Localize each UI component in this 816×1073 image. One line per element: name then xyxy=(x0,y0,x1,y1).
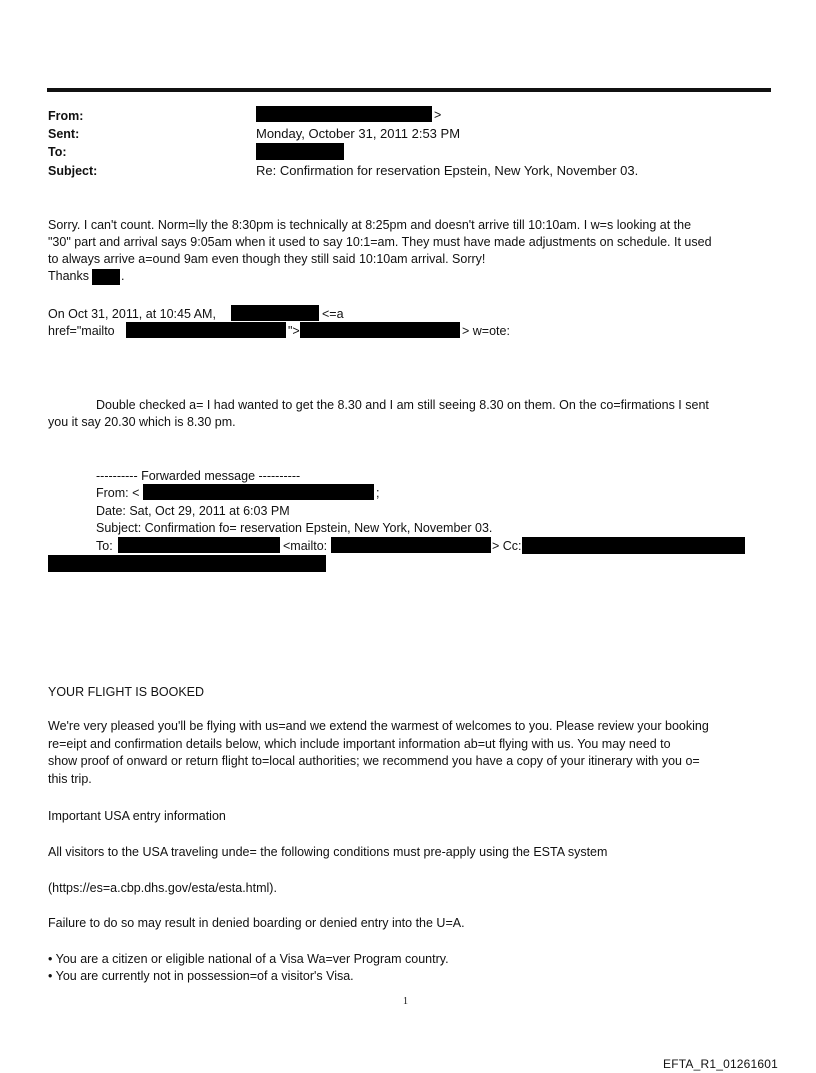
failure-warning: Failure to do so may result in denied boarding or denied entry into the U=A. xyxy=(48,916,465,930)
redaction-quote-email xyxy=(300,322,460,338)
forwarded-banner: ---------- Forwarded message ---------- xyxy=(96,469,301,483)
reply-line-1: Sorry. I can't count. Norm=lly the 8:30pm is technically at 8:25pm and doesn't arrive till 10:10am. I w=s looking at the xyxy=(48,218,692,232)
quote-wrote: > w=ote: xyxy=(462,324,510,338)
redaction-fwd-cc xyxy=(522,537,745,554)
quote-prefix: On Oct 31, 2011, at 10:45 AM, xyxy=(48,307,216,321)
forwarded-subject: Subject: Confirmation fo= reservation Epstein, New York, November 03. xyxy=(96,521,493,535)
booking-p1-line-4: this trip. xyxy=(48,772,92,786)
forwarded-to: To: xyxy=(96,539,113,553)
esta-requirement: All visitors to the USA traveling unde= the following conditions must pre-apply using the ESTA system xyxy=(48,845,608,859)
from-suffix: > xyxy=(434,108,442,122)
reply-thanks: Thanks xyxy=(48,269,89,283)
bullet-no-visa: • You are currently not in possession=of a visitor's Visa. xyxy=(48,969,354,983)
sent-label: Sent: xyxy=(48,127,80,141)
quote-href: href="mailto xyxy=(48,324,115,338)
forwarded-from: From: < xyxy=(96,486,140,500)
booking-p1-line-1: We're very pleased you'll be flying with us=and we extend the warmest of welcomes to you. Please review your booking xyxy=(48,719,709,733)
header-rule xyxy=(47,88,771,92)
redaction-thanks-name xyxy=(92,269,120,285)
subject-value: Re: Confirmation for reservation Epstein, New York, November 03. xyxy=(256,163,639,178)
redaction-fwd-cc-cont xyxy=(48,555,326,572)
reply-line-3: to always arrive a=ound 9am even though they still said 10:10am arrival. Sorry! xyxy=(48,252,486,266)
reply-line-2: "30" part and arrival says 9:05am when it used to say 10:1=am. They must have made adjustments on schedule. It used xyxy=(48,235,712,249)
from-label: From: xyxy=(48,109,84,123)
entry-heading: Important USA entry information xyxy=(48,809,226,823)
forwarded-date: Date: Sat, Oct 29, 2011 at 6:03 PM xyxy=(96,504,290,518)
quoted-line-2: you it say 20.30 which is 8.30 pm. xyxy=(48,415,236,429)
redaction-fwd-to xyxy=(118,537,280,553)
redaction-fwd-from xyxy=(143,484,374,500)
to-label: To: xyxy=(48,145,67,159)
document-id: EFTA_R1_01261601 xyxy=(663,1057,779,1071)
sent-value: Monday, October 31, 2011 2:53 PM xyxy=(256,126,461,141)
quoted-line-1: Double checked a= I had wanted to get the 8.30 and I am still seeing 8.30 on them. On the co=firmations I sent xyxy=(96,398,709,412)
redaction-to xyxy=(256,143,344,160)
booking-title: YOUR FLIGHT IS BOOKED xyxy=(48,685,205,699)
redaction-fwd-mailto xyxy=(331,537,491,553)
booking-p1-line-3: show proof of onward or return flight to=local authorities; we recommend you have a copy of your itinerary with you o= xyxy=(48,754,700,768)
forwarded-mailto: <mailto: xyxy=(283,539,328,553)
bullet-visa-waiver: • You are a citizen or eligible national of a Visa Wa=ver Program country. xyxy=(48,952,449,966)
booking-p1-line-2: re=eipt and confirmation details below, which include important information ab=ut flying with us. You may need to xyxy=(48,737,671,751)
redaction-from xyxy=(256,106,432,122)
forwarded-from-end: ; xyxy=(376,486,380,500)
subject-label: Subject: xyxy=(48,164,98,178)
redaction-quote-mailto xyxy=(126,322,286,338)
quote-mid: "> xyxy=(288,324,300,338)
forwarded-cc: > Cc: xyxy=(492,539,522,553)
redaction-quote-name xyxy=(231,305,319,321)
quote-lt-a: <=a xyxy=(322,307,344,321)
esta-url: (https://es=a.cbp.dhs.gov/esta/esta.html). xyxy=(48,881,277,895)
reply-thanks-end: . xyxy=(121,269,125,283)
page-number: 1 xyxy=(403,996,408,1007)
